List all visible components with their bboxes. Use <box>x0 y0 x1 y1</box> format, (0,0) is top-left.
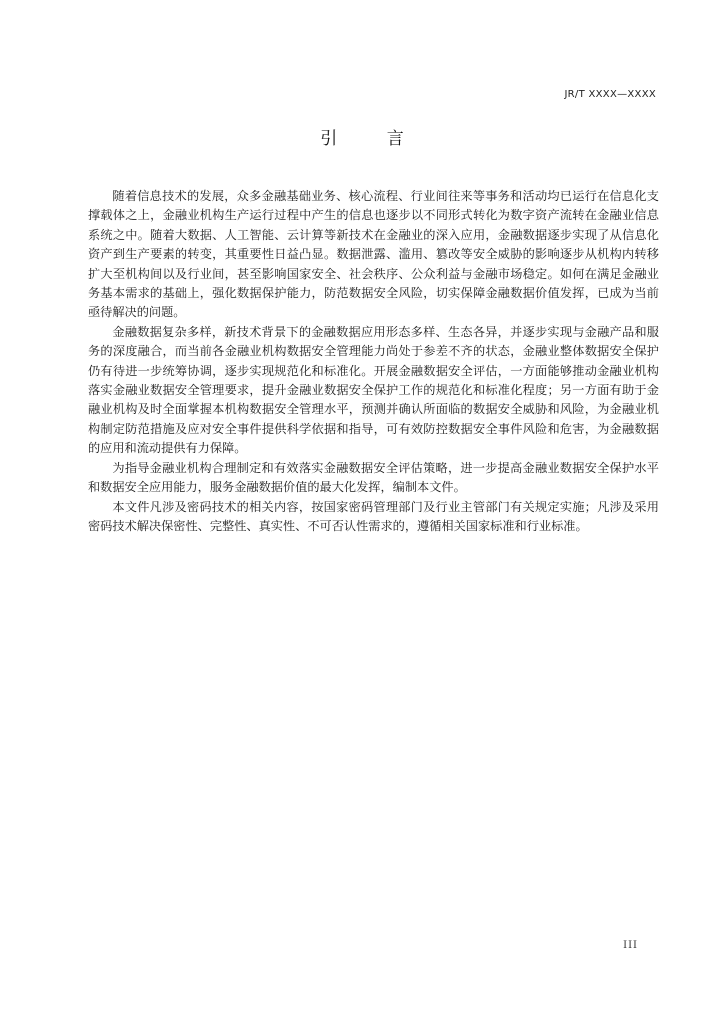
standard-code: JR/T XXXX—XXXX <box>564 89 656 100</box>
paragraph: 金融数据复杂多样，新技术背景下的金融数据应用形态多样、生态各异，并逐步实现与金融产品和服务的深度融合，而当前各金融业机构数据安全管理能力尚处于参差不齐的状态，金融业整体数据安全保护仍有待进一步统筹协调，逐步实现规范化和标准化。开展金融数据安全评估，一方面能够推动金融业机构落实金融业数据安全管理要求，提升金融业数据安全保护工作的规范化和标准化程度；另一方面有助于金融业机构及时全面掌握本机构数据安全管理水平，预测并确认所面临的数据安全威胁和风险，为金融业机构制定防范措施及应对安全事件提供科学依据和指导，可有效防控数据安全事件风险和危害，为金融数据的应用和流动提供有力保障。 <box>88 324 659 456</box>
paragraph: 随着信息技术的发展，众多金融基础业务、核心流程、行业间往来等事务和活动均已运行在信息化支撑载体之上，金融业机构生产运行过程中产生的信息也逐步以不同形式转化为数字资产流转在金融业信息系统之中。随着大数据、人工智能、云计算等新技术在金融业的深入应用，金融数据逐步实现了从信息化资产到生产要素的转变，其重要性日益凸显。数据泄露、滥用、篡改等安全威胁的影响逐步从机构内转移扩大至机构间以及行业间，甚至影响国家安全、社会秩序、公众利益与金融市场稳定。如何在满足金融业务基本需求的基础上，强化数据保护能力，防范数据安全风险，切实保障金融数据价值发挥，已成为当前亟待解决的问题。 <box>88 189 659 320</box>
introduction-body <box>88 187 659 536</box>
page-number: III <box>623 940 638 951</box>
paragraph: 为指导金融业机构合理制定和有效落实金融数据安全评估策略，进一步提高金融业数据安全保护水平和数据安全应用能力，服务金融数据价值的最大化发挥，编制本文件。 <box>88 460 659 495</box>
paragraph: 本文件凡涉及密码技术的相关内容，按国家密码管理部门及行业主管部门有关规定实施；凡涉及采用密码技术解决保密性、完整性、真实性、不可否认性需求的，遵循相关国家标准和行业标准。 <box>88 499 659 533</box>
section-title: 引 言 <box>320 129 426 149</box>
